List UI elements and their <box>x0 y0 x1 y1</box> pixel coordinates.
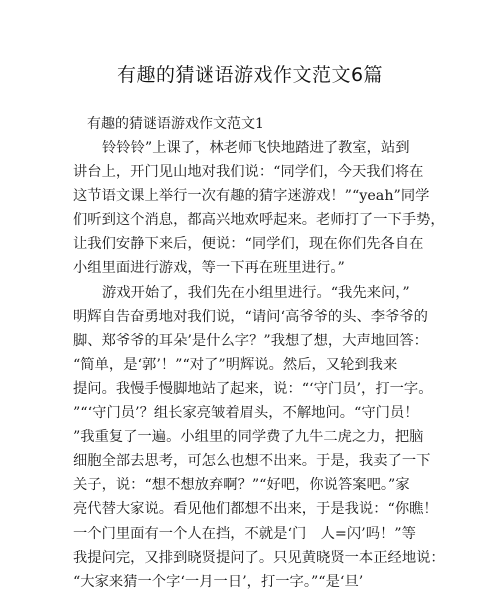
article-subtitle: 有趣的猜谜语游戏作文范文1 <box>87 116 264 132</box>
text-line: 关子，说：“想不想放弃啊？”“好吧，你说答案吧。”家 <box>73 477 410 494</box>
text-line: 这节语文课上举行一次有趣的猜字迷游戏！”“yeah”同学 <box>73 188 430 205</box>
text-line: 游戏开始了，我们先在小组里进行。“我先来问，” <box>102 284 410 301</box>
text-line: 亮代替大家说。看见他们都想不出来，于是我说：“你瞧！ <box>73 501 438 518</box>
text-line: 让我们安静下来后，便说：“同学们，现在你们先各自在 <box>73 236 424 253</box>
text-line: 小组里面进行游戏，等一下再在班里进行。” <box>73 260 345 277</box>
text-line: 一个门里面有一个人在挡，不就是‘门 人=闪’吗！”等 <box>73 525 416 542</box>
text-line: 脚、郑爷爷的耳朵’是什么字？”我想了想，大声地回答： <box>73 332 428 349</box>
text-line: ”我重复了一遍。小组里的同学费了九牛二虎之力，把脑 <box>73 429 424 446</box>
article-paragraphs <box>73 136 445 594</box>
text-line: 细胞全部去思考，可怎么也想不出来。于是，我卖了一下 <box>73 453 431 470</box>
text-line: ”“‘守门员’？组长家亮皱着眉头，不解地问。“守门员！ <box>73 405 419 422</box>
text-line: 讲台上，开门见山地对我们说：“同学们，今天我们将在 <box>73 164 424 181</box>
text-line: 我提问完，又排到晓贤提问了。只见黄晓贤一本正经地说： <box>73 549 445 566</box>
text-line: “大家来猜一个字‘一月一日’，打一字。”“是‘旦’ <box>73 573 364 590</box>
page-title: 有趣的猜谜语游戏作文范文6篇 <box>116 64 384 86</box>
text-line: “简单，是‘郭’！”“对了”明辉说。然后，又轮到我来 <box>73 356 398 373</box>
article-body <box>73 112 445 594</box>
text-line: 们听到这个消息，都高兴地欢呼起来。老师打了一下手势， <box>73 212 445 229</box>
text-line: 提问。我慢手慢脚地站了起来，说：“‘守门员’，打一字。 <box>73 380 433 397</box>
text-line: 明辉自告奋勇地对我们说，“请问‘高爷爷的头、李爷爷的 <box>73 308 428 325</box>
text-line: 铃铃铃”上课了，林老师飞快地踏进了教室，站到 <box>102 140 410 156</box>
